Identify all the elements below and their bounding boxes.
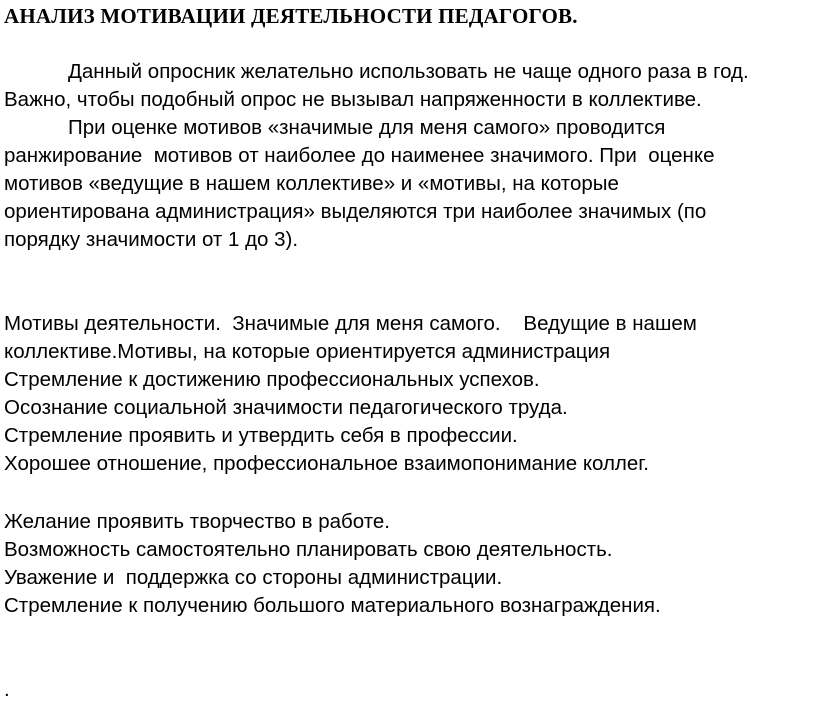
document-title: АНАЛИЗ МОТИВАЦИИ ДЕЯТЕЛЬНОСТИ ПЕДАГОГОВ. <box>4 4 578 28</box>
intro-line-3: При оценке мотивов «значимые для меня самого» проводится <box>68 116 666 139</box>
motive-item: Стремление к получению большого материального вознаграждения. <box>4 594 661 617</box>
motive-item: Возможность самостоятельно планировать свою деятельность. <box>4 538 613 561</box>
motive-item: Стремление проявить и утвердить себя в профессии. <box>4 424 518 447</box>
trailing-period: . <box>4 678 10 701</box>
motive-item: Стремление к достижению профессиональных успехов. <box>4 368 540 391</box>
intro-line-2: Важно, чтобы подобный опрос не вызывал напряженности в коллективе. <box>4 88 702 111</box>
intro-line-6: ориентирована администрация» выделяются три наиболее значимых (по <box>4 200 707 223</box>
motive-item: Осознание социальной значимости педагогического труда. <box>4 396 568 419</box>
motive-item: Уважение и поддержка со стороны администрации. <box>4 566 503 589</box>
intro-line-5: мотивов «ведущие в нашем коллективе» и «мотивы, на которые <box>4 172 619 195</box>
intro-line-7: порядку значимости от 1 до 3). <box>4 228 299 251</box>
intro-line-1: Данный опросник желательно использовать не чаще одного раза в год. <box>68 60 749 83</box>
table-header-line-2: коллективе.Мотивы, на которые ориентируется администрация <box>4 340 611 363</box>
table-header-line-1: Мотивы деятельности. Значимые для меня самого. Ведущие в нашем <box>4 312 697 335</box>
intro-line-4: ранжирование мотивов от наиболее до наименее значимого. При оценке <box>4 144 715 167</box>
motive-item: Желание проявить творчество в работе. <box>4 510 390 533</box>
motive-item: Хорошее отношение, профессиональное взаимопонимание коллег. <box>4 452 649 475</box>
